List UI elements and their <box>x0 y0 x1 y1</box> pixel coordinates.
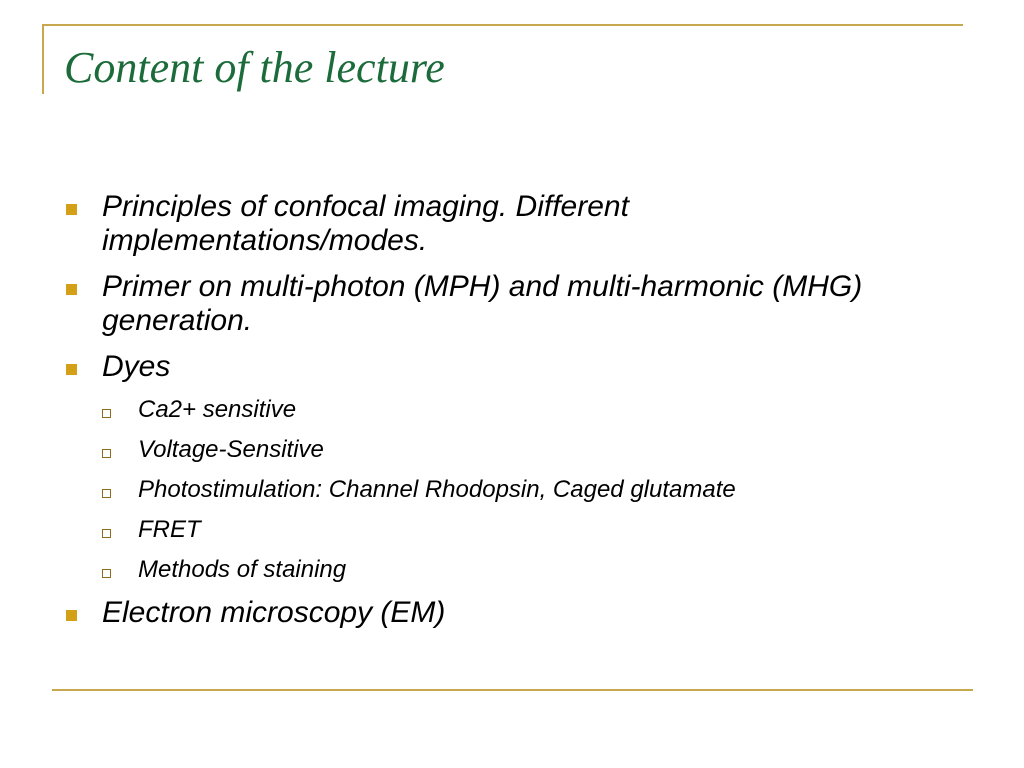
subitem-ca2 <box>102 396 944 424</box>
subitem-voltage <box>102 436 944 464</box>
subitem-text: Voltage-Sensitive <box>138 436 324 463</box>
square-bullet-icon <box>66 610 77 621</box>
bullet-list <box>64 190 944 642</box>
subitem-text: Photostimulation: Channel Rhodopsin, Caged glutamate <box>138 476 736 503</box>
slide-title: Content of the lecture <box>64 43 445 92</box>
bullet-text: Electron microscopy (EM) <box>102 596 446 629</box>
hollow-square-bullet-icon <box>102 409 111 418</box>
subitem-photostimulation <box>102 476 944 504</box>
hollow-square-bullet-icon <box>102 529 111 538</box>
subitem-staining <box>102 556 944 584</box>
square-bullet-icon <box>66 364 77 375</box>
subitem-text: Methods of staining <box>138 556 347 583</box>
bullet-item-dyes <box>64 350 944 584</box>
bullet-text: Primer on multi-photon (MPH) and multi-harmonic (MHG) generation. <box>102 270 863 337</box>
bullet-item-multiphoton <box>64 270 944 338</box>
subitem-text: FRET <box>138 516 201 543</box>
frame-left-rule <box>42 24 44 94</box>
square-bullet-icon <box>66 284 77 295</box>
bullet-text: Principles of confocal imaging. Different implementations/modes. <box>102 190 629 257</box>
hollow-square-bullet-icon <box>102 449 111 458</box>
hollow-square-bullet-icon <box>102 569 111 578</box>
bullet-text: Dyes <box>102 350 171 383</box>
frame-bottom-rule <box>52 689 973 691</box>
dyes-sublist <box>102 396 944 584</box>
subitem-text: Ca2+ sensitive <box>138 396 297 423</box>
frame-top-rule <box>42 24 963 26</box>
bullet-item-confocal <box>64 190 944 258</box>
square-bullet-icon <box>66 204 77 215</box>
hollow-square-bullet-icon <box>102 489 111 498</box>
bullet-item-em <box>64 596 944 630</box>
subitem-fret <box>102 516 944 544</box>
